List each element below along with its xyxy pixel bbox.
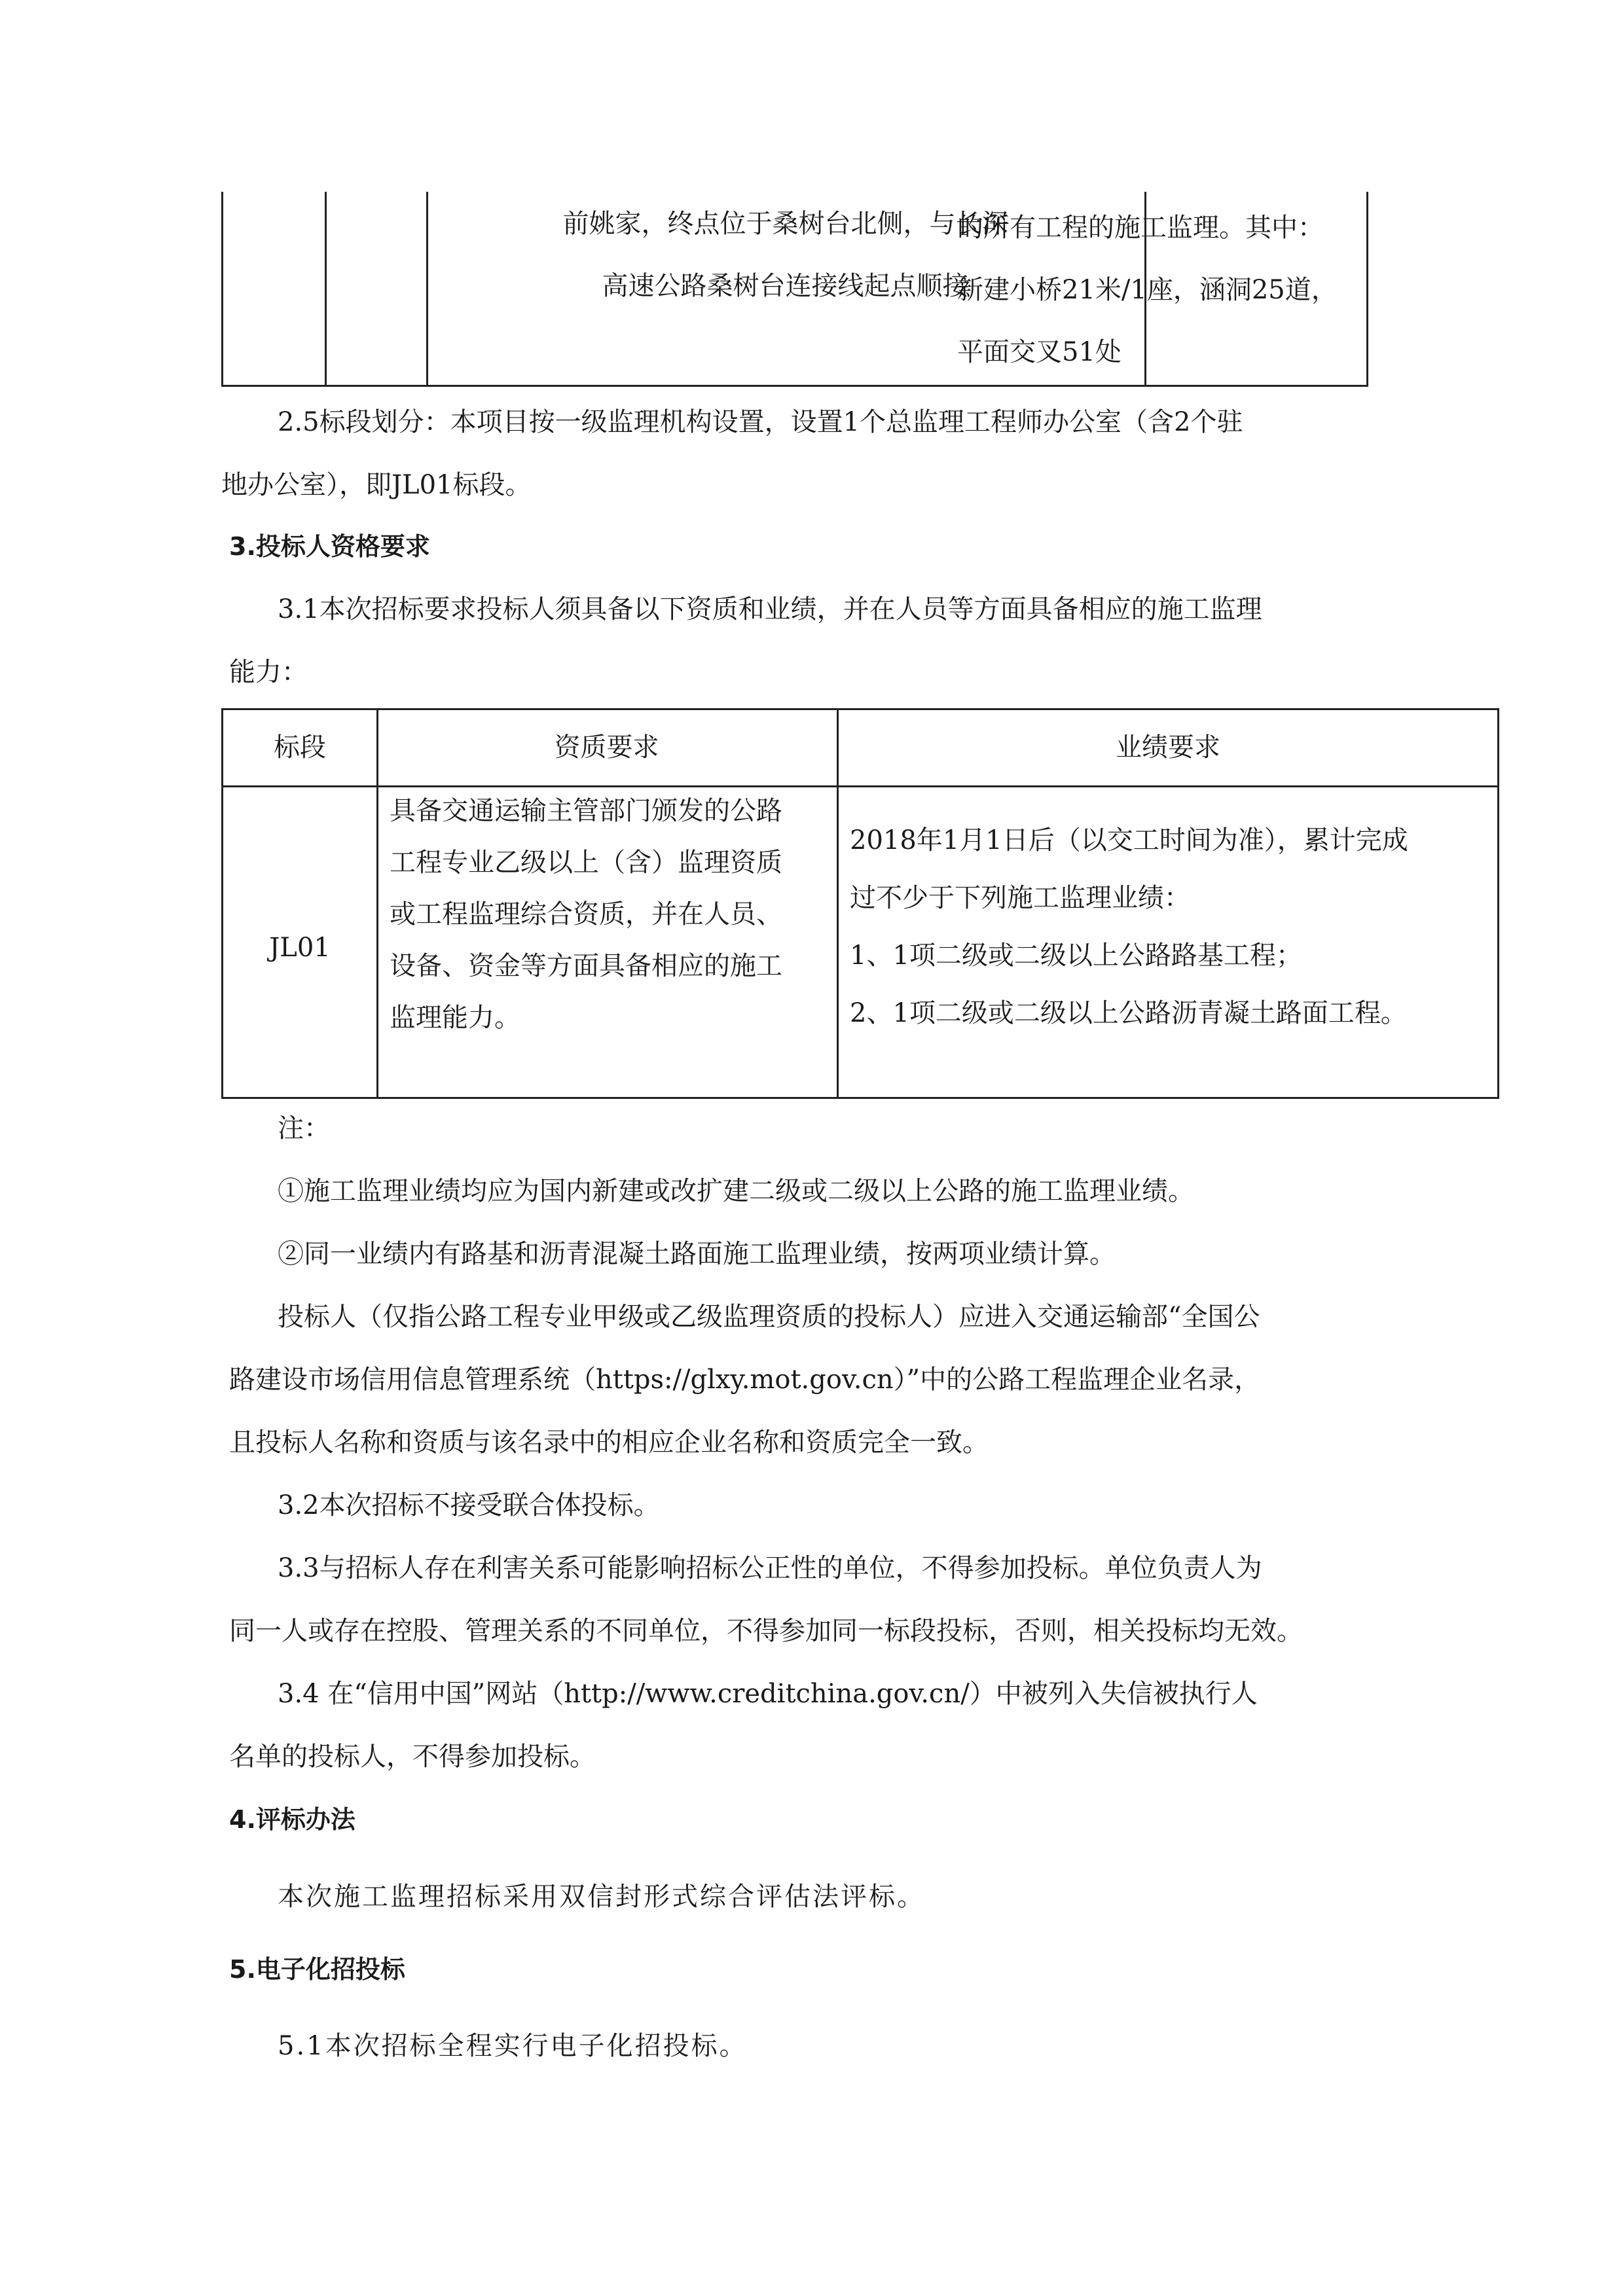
performance-line: 过不少于下列施工监理业绩：: [850, 883, 1190, 913]
row-section-cell: JL01: [269, 933, 331, 963]
notes-label: 注：: [278, 1113, 330, 1143]
location-line: 前姚家，终点位于桑树台北侧，与长深: [562, 209, 1008, 239]
qualification-line: 监理能力。: [390, 1003, 520, 1033]
header-section: 标段: [274, 732, 326, 762]
section-2-5-line-2: 地办公室），即JL01标段。: [221, 470, 532, 500]
performance-line: 2018年1月1日后（以交工时间为准），累计完成: [850, 825, 1408, 855]
section-3-1-line-1: 3.1本次招标要求投标人须具备以下资质和业绩，并在人员等方面具备相应的施工监理: [278, 594, 1262, 624]
heading-5: 5.电子化招投标: [229, 1955, 405, 1984]
scope-line: 平面交叉51处: [957, 337, 1122, 367]
section-3-1-line-2: 能力：: [229, 657, 308, 687]
scope-cell: [957, 212, 1338, 368]
heading-3: 3.投标人资格要求: [229, 532, 430, 561]
qualification-table: [221, 708, 1499, 1099]
notes-paragraph-line-2: 路建设市场信用信息管理系统（https://glxy.mot.gov.cn）”中的公路工程监理企业名录，: [229, 1365, 1261, 1395]
location-line: 高速公路桑树台连接线起点顺接: [602, 271, 969, 301]
qualification-cell: [390, 785, 835, 1044]
performance-line: 1、1项二级或二级以上公路路基工程；: [850, 941, 1302, 971]
table-col-1: [223, 192, 327, 385]
note-1: ①施工监理业绩均应为国内新建或改扩建二级或二级以上公路的施工监理业绩。: [278, 1176, 1194, 1206]
section-3-4-line-1: 3.4 在“信用中国”网站（http://www.creditchina.gov.cn/）中被列入失信被执行人: [278, 1679, 1258, 1709]
notes-paragraph-line-1: 投标人（仅指公路工程专业甲级或乙级监理资质的投标人）应进入交通运输部“全国公: [278, 1302, 1260, 1332]
section-3-2: 3.2本次招标不接受联合体投标。: [278, 1490, 660, 1520]
table-col-2: [325, 192, 428, 385]
performance-line: 2、1项二级或二级以上公路沥青凝土路面工程。: [850, 998, 1407, 1028]
section-3-4-line-2: 名单的投标人，不得参加投标。: [229, 1742, 596, 1772]
qualification-line: 或工程监理综合资质，并在人员、: [390, 899, 782, 929]
section-4-text: 本次施工监理招标采用双信封形式综合评估法评标。: [278, 1882, 925, 1912]
section-2-5-line-1: 2.5标段划分：本项目按一级监理机构设置，设置1个总监理工程师办公室（含2个驻: [278, 407, 1243, 437]
qualification-line: 设备、资金等方面具备相应的施工: [390, 951, 782, 981]
notes-paragraph-line-3: 且投标人名称和资质与该名录中的相应企业名称和资质完全一致。: [229, 1427, 989, 1458]
performance-cell: [850, 812, 1498, 1042]
qualification-line: 工程专业乙级以上（含）监理资质: [390, 848, 782, 878]
header-performance: 业绩要求: [1116, 732, 1220, 762]
scope-line: 的所有工程的施工监理。其中：: [957, 213, 1324, 243]
section-3-3-line-2: 同一人或存在控股、管理关系的不同单位，不得参加同一标段投标，否则，相关投标均无效。: [229, 1616, 1303, 1646]
heading-4: 4.评标办法: [229, 1805, 356, 1834]
section-3-3-line-1: 3.3与招标人存在利害关系可能影响招标公正性的单位，不得参加投标。单位负责人为: [278, 1553, 1262, 1583]
note-2: ②同一业绩内有路基和沥青混凝土路面施工监理业绩，按两项业绩计算。: [278, 1239, 1116, 1269]
header-qualification: 资质要求: [554, 732, 659, 762]
scope-line: 新建小桥21米/1座，涵洞25道，: [957, 275, 1338, 305]
section-5-1: 5.1本次招标全程实行电子化招投标。: [278, 2031, 748, 2061]
qualification-line: 具备交通运输主管部门颁发的公路: [390, 796, 782, 826]
